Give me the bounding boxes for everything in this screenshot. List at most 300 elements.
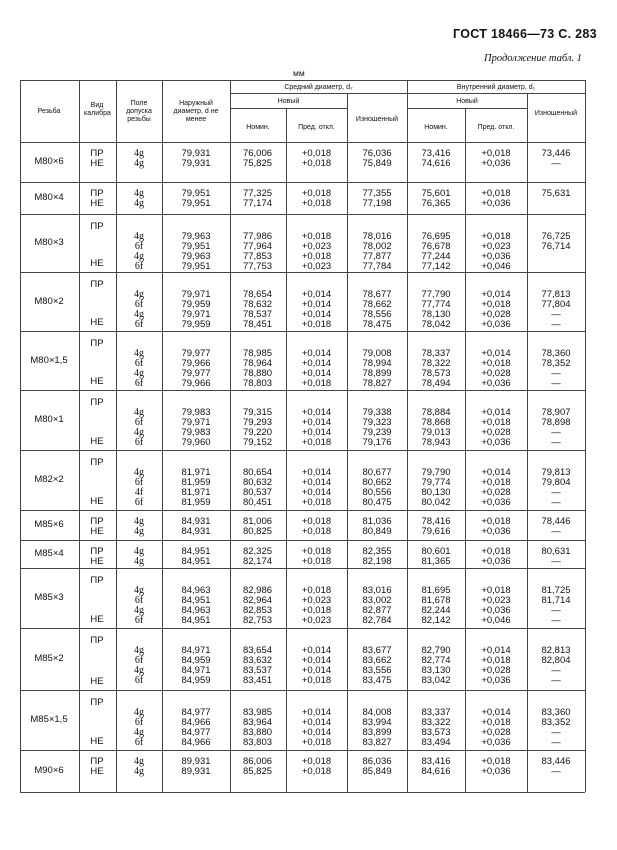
tolerance-field-cell: 6f [134,655,144,666]
inner-nominal-cell: 75,601 [421,188,451,199]
inner-worn-cell: 83,446 [541,756,571,767]
gauge-cell: ПР [90,221,104,232]
gauge-cell: НЕ [90,436,104,447]
tolerance-field-cell: 6f [134,477,144,488]
tolerance-field-cell: 6f [134,437,144,448]
table-hline [20,214,585,215]
outer-diameter-cell: 89,931 [181,766,211,777]
inner-deviation-cell: +0,023 [481,241,511,252]
table-hline [20,272,585,273]
inner-worn-cell: — [551,665,561,676]
gauge-cell: НЕ [90,317,104,328]
mid-worn-cell: 83,475 [362,675,392,686]
mid-worn-cell: 77,355 [362,188,392,199]
mid-worn-cell: 83,677 [362,645,392,656]
inner-worn-cell: — [551,378,561,389]
tolerance-field-cell: 4g [134,645,144,656]
mid-deviation-cell: +0,018 [301,546,332,557]
gauge-cell: ПР [90,148,104,159]
tolerance-field-cell: 4g [134,309,144,320]
table-vline [20,80,21,792]
tolerance-field-cell: 4g [134,427,144,438]
col-header-in-new: Новый [456,98,478,105]
thread-label: M80×1 [34,414,64,425]
tolerance-field-cell: 4g [134,665,144,676]
tolerance-field-cell: 4g [134,467,144,478]
gauge-cell: НЕ [90,676,104,687]
mid-worn-cell: 78,662 [362,299,392,310]
table-hline [20,142,585,143]
table-hline [20,182,585,183]
mid-nominal-cell: 78,632 [242,299,273,310]
tolerance-field-cell: 6f [134,358,144,369]
mid-deviation-cell: +0,014 [301,427,332,438]
outer-diameter-cell: 79,959 [181,319,211,330]
outer-diameter-cell: 79,983 [181,407,211,418]
inner-deviation-cell: +0,036 [481,556,511,567]
mid-deviation-cell: +0,023 [301,241,332,252]
table-hline [407,108,527,109]
mid-deviation-cell: +0,018 [301,378,332,389]
inner-nominal-cell: 80,130 [421,487,451,498]
mid-deviation-cell: +0,014 [301,655,332,666]
mid-nominal-cell: 79,293 [242,417,273,428]
col-header-in-worn: Изношенный [534,110,578,117]
thread-label: M80×4 [34,192,64,203]
tolerance-field-cell: 4g [134,158,144,169]
inner-worn-cell: 76,714 [541,241,571,252]
unit-label: мм [293,68,305,78]
col-header-field: Поле допуска резьбы [126,100,152,123]
tolerance-field-cell: 4g [134,605,144,616]
inner-worn-cell: — [551,615,561,626]
inner-nominal-cell: 83,322 [421,717,451,728]
gauge-cell: ПР [90,575,104,586]
mid-worn-cell: 80,662 [362,477,392,488]
inner-deviation-cell: +0,028 [481,665,511,676]
inner-worn-cell: 81,714 [541,595,571,606]
inner-worn-cell: — [551,605,561,616]
thread-label: M90×6 [34,765,64,776]
inner-deviation-cell: +0,014 [481,707,511,718]
outer-diameter-cell: 81,971 [181,487,211,498]
outer-diameter-cell: 89,931 [181,756,211,767]
mid-worn-cell: 80,849 [362,526,392,537]
inner-deviation-cell: +0,036 [481,251,511,262]
tolerance-field-cell: 4g [134,251,144,262]
inner-nominal-cell: 79,774 [421,477,451,488]
thread-label: M82×2 [34,474,64,485]
inner-nominal-cell: 74,616 [421,158,451,169]
mid-worn-cell: 77,784 [362,261,392,272]
tolerance-field-cell: 4g [134,231,144,242]
col-header-mid-nom: Номин. [246,124,270,131]
mid-worn-cell: 81,036 [362,516,392,527]
inner-nominal-cell: 82,244 [421,605,451,616]
inner-nominal-cell: 78,494 [421,378,451,389]
thread-label: M80×1,5 [30,354,68,366]
table-hline [20,628,585,629]
thread-label: M85×4 [34,548,64,559]
inner-deviation-cell: +0,036 [481,437,511,448]
inner-nominal-cell: 83,416 [421,756,451,767]
inner-nominal-cell: 83,494 [421,737,451,748]
gauge-cell: НЕ [90,556,104,567]
table-hline [20,80,585,81]
mid-nominal-cell: 83,654 [242,645,273,656]
mid-deviation-cell: +0,014 [301,707,332,718]
col-header-in-nom: Номин. [424,124,448,131]
inner-worn-cell: 79,813 [541,467,571,478]
tolerance-field-cell: 4g [134,348,144,359]
mid-deviation-cell: +0,014 [301,358,332,369]
table-hline [20,450,585,451]
gauge-cell: НЕ [90,158,104,169]
mid-nominal-cell: 83,632 [242,655,273,666]
tolerance-field-cell: 6f [134,261,144,272]
outer-diameter-cell: 79,951 [181,188,211,199]
col-header-gauge: Вид калибра [84,102,111,117]
inner-deviation-cell: +0,036 [481,158,511,169]
inner-deviation-cell: +0,023 [481,595,511,606]
mid-deviation-cell: +0,018 [301,605,332,616]
inner-nominal-cell: 81,365 [421,556,451,567]
tolerance-field-cell: 6f [134,497,144,508]
inner-worn-cell: 78,898 [541,417,571,428]
inner-nominal-cell: 78,322 [421,358,451,369]
inner-nominal-cell: 77,142 [421,261,451,272]
inner-worn-cell: — [551,556,561,567]
gauge-cell: НЕ [90,496,104,507]
inner-worn-cell: 81,725 [541,585,571,596]
mid-deviation-cell: +0,018 [301,198,332,209]
inner-nominal-cell: 82,142 [421,615,451,626]
tolerance-field-cell: 4g [134,198,144,209]
outer-diameter-cell: 84,966 [181,717,211,728]
mid-deviation-cell: +0,018 [301,319,332,330]
inner-deviation-cell: +0,018 [481,148,511,159]
inner-nominal-cell: 77,790 [421,289,451,300]
inner-deviation-cell: +0,014 [481,348,511,359]
outer-diameter-cell: 84,959 [181,655,211,666]
tolerance-field-cell: 4g [134,727,144,738]
mid-nominal-cell: 82,325 [242,546,273,557]
inner-worn-cell: — [551,158,561,169]
outer-diameter-cell: 79,977 [181,368,211,379]
mid-nominal-cell: 83,880 [242,727,273,738]
mid-worn-cell: 79,008 [362,348,392,359]
inner-nominal-cell: 76,695 [421,231,451,242]
inner-nominal-cell: 82,790 [421,645,451,656]
inner-nominal-cell: 79,790 [421,467,451,478]
mid-deviation-cell: +0,014 [301,299,332,310]
mid-nominal-cell: 80,632 [242,477,273,488]
inner-nominal-cell: 73,416 [421,148,451,159]
inner-worn-cell: — [551,427,561,438]
thread-label: M80×6 [34,156,64,167]
mid-nominal-cell: 78,537 [242,309,273,320]
inner-worn-cell: 80,631 [541,546,571,557]
outer-diameter-cell: 84,977 [181,707,211,718]
outer-diameter-cell: 79,931 [181,148,211,159]
inner-deviation-cell: +0,036 [481,198,511,209]
mid-worn-cell: 82,877 [362,605,392,616]
outer-diameter-cell: 79,963 [181,251,211,262]
tolerance-field-cell: 4g [134,556,144,567]
mid-worn-cell: 78,994 [362,358,392,369]
mid-nominal-cell: 83,451 [242,675,273,686]
inner-nominal-cell: 79,013 [421,427,451,438]
table-hline [20,390,585,391]
mid-deviation-cell: +0,018 [301,158,332,169]
mid-worn-cell: 79,323 [362,417,392,428]
mid-worn-cell: 83,662 [362,655,392,666]
mid-nominal-cell: 82,964 [242,595,273,606]
col-header-outer: Наружный диаметр, d не менее [173,100,219,123]
tolerance-field-cell: 6f [134,299,144,310]
mid-nominal-cell: 78,803 [242,378,273,389]
mid-deviation-cell: +0,018 [301,148,332,159]
gauge-cell: НЕ [90,766,104,777]
mid-deviation-cell: +0,014 [301,348,332,359]
mid-worn-cell: 83,016 [362,585,392,596]
mid-worn-cell: 78,002 [362,241,392,252]
mid-worn-cell: 84,008 [362,707,392,718]
outer-diameter-cell: 81,959 [181,497,211,508]
inner-worn-cell: — [551,319,561,330]
inner-nominal-cell: 78,416 [421,516,451,527]
outer-diameter-cell: 79,977 [181,348,211,359]
inner-deviation-cell: +0,018 [481,477,511,488]
inner-nominal-cell: 80,042 [421,497,451,508]
col-header-mid-new: Новый [277,98,300,105]
tolerance-field-cell: 4g [134,407,144,418]
inner-nominal-cell: 78,337 [421,348,451,359]
mid-nominal-cell: 83,537 [242,665,273,676]
inner-deviation-cell: +0,018 [481,655,511,666]
gauge-cell: НЕ [90,614,104,625]
mid-deviation-cell: +0,014 [301,309,332,320]
mid-worn-cell: 79,239 [362,427,392,438]
gauge-cell: ПР [90,546,104,557]
mid-nominal-cell: 82,986 [242,585,273,596]
mid-deviation-cell: +0,018 [301,675,332,686]
inner-nominal-cell: 78,943 [421,437,451,448]
mid-worn-cell: 78,556 [362,309,392,320]
tolerance-field-cell: 4g [134,516,144,527]
inner-worn-cell: 82,813 [541,645,571,656]
inner-worn-cell: 78,352 [541,358,571,369]
thread-label: M85×1,5 [30,714,68,725]
mid-worn-cell: 80,556 [362,487,392,498]
inner-deviation-cell: +0,036 [481,526,511,537]
mid-deviation-cell: +0,018 [301,231,332,242]
mid-worn-cell: 79,338 [362,407,392,418]
gauge-cell: ПР [90,188,104,199]
outer-diameter-cell: 84,963 [181,585,211,596]
mid-nominal-cell: 78,654 [242,289,273,300]
mid-worn-cell: 83,827 [362,737,392,748]
mid-deviation-cell: +0,018 [301,251,332,262]
thread-label: M85×6 [34,519,64,530]
thread-label: M85×2 [34,653,64,664]
mid-deviation-cell: +0,014 [301,645,332,656]
mid-nominal-cell: 83,985 [242,707,273,718]
mid-worn-cell: 85,849 [362,766,392,777]
inner-worn-cell: — [551,487,561,498]
mid-deviation-cell: +0,014 [301,727,332,738]
outer-diameter-cell: 84,966 [181,737,211,748]
gauge-cell: ПР [90,279,104,290]
tolerance-field-cell: 6f [134,737,144,748]
inner-worn-cell: 83,360 [541,707,571,718]
tolerance-field-cell: 6f [134,417,144,428]
mid-deviation-cell: +0,018 [301,188,332,199]
inner-nominal-cell: 81,678 [421,595,451,606]
table-hline [20,690,585,691]
inner-deviation-cell: +0,036 [481,378,511,389]
inner-worn-cell: 76,725 [541,231,571,242]
gauge-cell: НЕ [90,526,104,537]
mid-deviation-cell: +0,014 [301,467,332,478]
outer-diameter-cell: 84,959 [181,675,211,686]
mid-worn-cell: 79,176 [362,437,392,448]
outer-diameter-cell: 79,951 [181,241,211,252]
gauge-cell: ПР [90,338,104,349]
tolerance-field-cell: 4g [134,148,144,159]
mid-deviation-cell: +0,018 [301,737,332,748]
mid-worn-cell: 86,036 [362,756,392,767]
outer-diameter-cell: 84,951 [181,556,211,567]
mid-nominal-cell: 80,825 [242,526,273,537]
mid-nominal-cell: 76,006 [242,148,273,159]
table-vline [585,80,586,792]
inner-worn-cell: 83,352 [541,717,571,728]
mid-nominal-cell: 79,315 [242,407,273,418]
inner-deviation-cell: +0,046 [481,615,511,626]
mid-nominal-cell: 79,220 [242,427,273,438]
inner-deviation-cell: +0,014 [481,289,511,300]
inner-worn-cell: 77,804 [541,299,571,310]
inner-nominal-cell: 79,616 [421,526,451,537]
mid-deviation-cell: +0,023 [301,615,332,626]
mid-nominal-cell: 77,174 [242,198,273,209]
outer-diameter-cell: 81,959 [181,477,211,488]
mid-worn-cell: 77,198 [362,198,392,209]
inner-worn-cell: 78,360 [541,348,571,359]
inner-nominal-cell: 83,573 [421,727,451,738]
tolerance-field-cell: 4g [134,585,144,596]
col-header-mid-dev: Пред. откл. [298,124,335,131]
mid-nominal-cell: 77,986 [242,231,273,242]
mid-deviation-cell: +0,014 [301,665,332,676]
table-hline [20,331,585,332]
inner-deviation-cell: +0,036 [481,766,511,777]
thread-label: M85×3 [34,592,64,603]
outer-diameter-cell: 84,951 [181,595,211,606]
mid-deviation-cell: +0,023 [301,261,332,272]
inner-worn-cell: — [551,766,561,777]
tolerance-field-cell: 6f [134,615,144,626]
inner-worn-cell: — [551,727,561,738]
outer-diameter-cell: 84,971 [181,645,211,656]
inner-nominal-cell: 82,774 [421,655,451,666]
mid-worn-cell: 78,827 [362,378,392,389]
inner-worn-cell: — [551,437,561,448]
mid-worn-cell: 80,677 [362,467,392,478]
inner-worn-cell: 73,446 [541,148,571,159]
inner-deviation-cell: +0,036 [481,675,511,686]
inner-deviation-cell: +0,028 [481,487,511,498]
gauge-cell: ПР [90,516,104,527]
mid-nominal-cell: 78,451 [242,319,273,330]
tolerance-field-cell: 6f [134,319,144,330]
inner-nominal-cell: 78,868 [421,417,451,428]
inner-deviation-cell: +0,036 [481,319,511,330]
inner-nominal-cell: 77,774 [421,299,451,310]
table-hline [20,792,585,793]
inner-deviation-cell: +0,018 [481,231,511,242]
mid-deviation-cell: +0,014 [301,487,332,498]
inner-nominal-cell: 83,042 [421,675,451,686]
outer-diameter-cell: 79,971 [181,289,211,300]
inner-deviation-cell: +0,018 [481,585,511,596]
mid-deviation-cell: +0,014 [301,417,332,428]
inner-deviation-cell: +0,018 [481,756,511,767]
inner-deviation-cell: +0,018 [481,516,511,527]
mid-worn-cell: 82,355 [362,546,392,557]
mid-worn-cell: 78,016 [362,231,392,242]
mid-deviation-cell: +0,018 [301,556,332,567]
col-header-inner-group: Внутренний диаметр, d₁ [456,84,536,91]
outer-diameter-cell: 84,931 [181,526,211,537]
table-hline [20,510,585,511]
gauge-cell: ПР [90,756,104,767]
col-header-mid-worn: Изношенный [355,116,399,123]
inner-deviation-cell: +0,028 [481,427,511,438]
table-hline [230,108,347,109]
outer-diameter-cell: 79,983 [181,427,211,438]
tolerance-field-cell: 6f [134,378,144,389]
mid-nominal-cell: 77,325 [242,188,273,199]
inner-nominal-cell: 84,616 [421,766,451,777]
gauge-cell: НЕ [90,736,104,747]
mid-worn-cell: 78,899 [362,368,392,379]
mid-worn-cell: 78,677 [362,289,392,300]
inner-nominal-cell: 76,365 [421,198,451,209]
gauge-cell: НЕ [90,258,104,269]
mid-deviation-cell: +0,014 [301,717,332,728]
inner-deviation-cell: +0,028 [481,368,511,379]
mid-worn-cell: 78,475 [362,319,392,330]
outer-diameter-cell: 81,971 [181,467,211,478]
mid-nominal-cell: 86,006 [242,756,273,767]
inner-deviation-cell: +0,036 [481,605,511,616]
mid-nominal-cell: 78,964 [242,358,273,369]
outer-diameter-cell: 84,951 [181,546,211,557]
outer-diameter-cell: 79,959 [181,299,211,310]
mid-deviation-cell: +0,018 [301,437,332,448]
mid-worn-cell: 75,849 [362,158,392,169]
outer-diameter-cell: 84,963 [181,605,211,616]
gauge-cell: НЕ [90,198,104,209]
inner-worn-cell: — [551,309,561,320]
mid-nominal-cell: 85,825 [242,766,273,777]
table-hline [20,750,585,751]
mid-deviation-cell: +0,018 [301,585,332,596]
tolerance-field-cell: 6f [134,717,144,728]
tolerance-field-cell: 4g [134,546,144,557]
